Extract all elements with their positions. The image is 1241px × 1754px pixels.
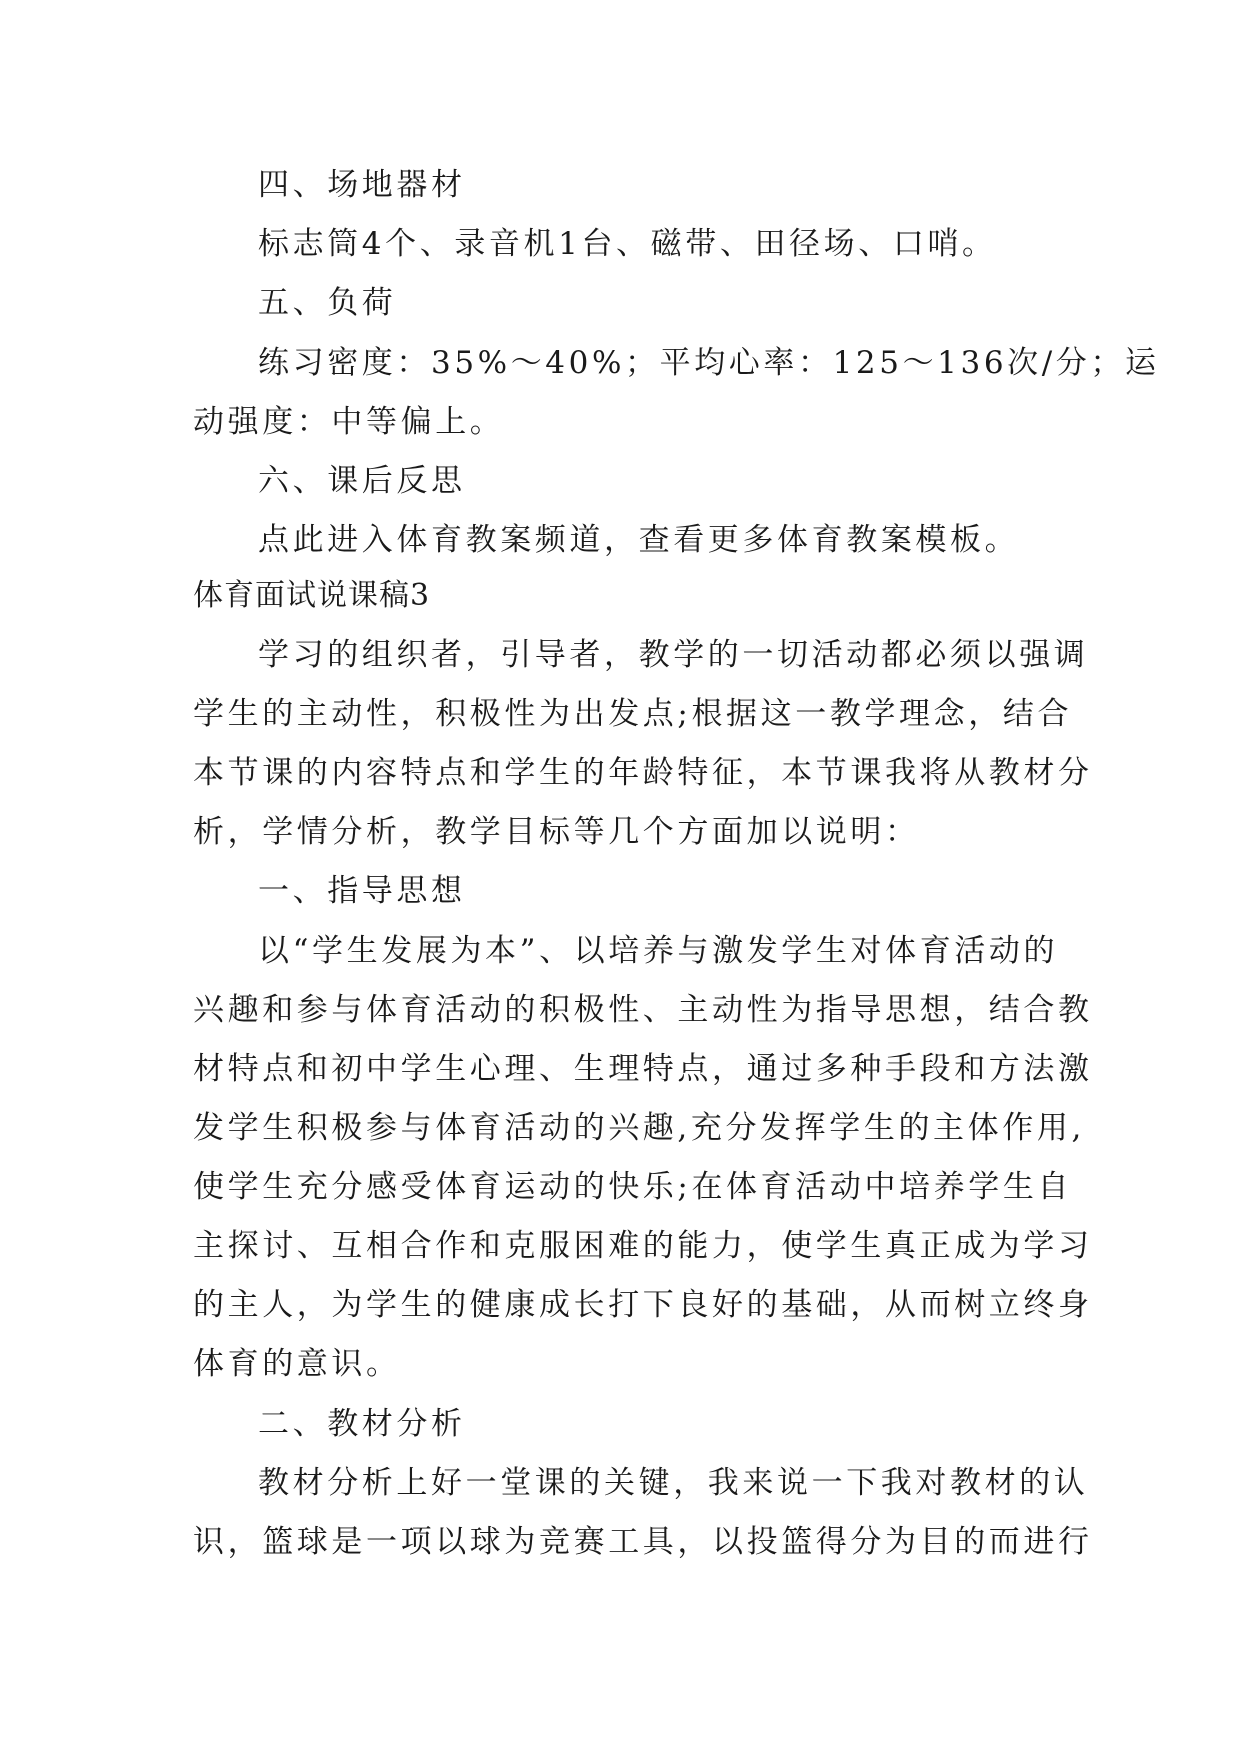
paragraph-line: 兴趣和参与体育活动的积极性、主动性为指导思想，结合教 [193,992,1093,1028]
section-heading-load: 五、负荷 [258,285,397,321]
paragraph-line: 练习密度：35%～40%；平均心率：125～136次/分；运 [258,345,1160,381]
paragraph-line: 识，篮球是一项以球为竞赛工具，以投篮得分为目的而进行 [193,1524,1093,1560]
paragraph-line: 本节课的内容特点和学生的年龄特征，本节课我将从教材分 [193,755,1093,791]
paragraph-line: 教材分析上好一堂课的关键，我来说一下我对教材的认 [258,1465,1089,1501]
paragraph-line: 以“学生发展为本”、以培养与激发学生对体育活动的 [258,933,1059,969]
section-heading-reflection: 六、课后反思 [258,463,466,499]
paragraph-line: 的主人，为学生的健康成长打下良好的基础，从而树立终身 [193,1287,1093,1323]
section-heading-guiding-idea: 一、指导思想 [258,873,466,909]
paragraph-line: 学生的主动性，积极性为出发点;根据这一教学理念，结合 [193,696,1073,732]
paragraph-line: 使学生充分感受体育运动的快乐;在体育活动中培养学生自 [193,1169,1073,1205]
paragraph-line: 动强度：中等偏上。 [193,404,505,440]
paragraph-line: 主探讨、互相合作和克服困难的能力，使学生真正成为学习 [193,1228,1093,1264]
paragraph-line: 材特点和初中学生心理、生理特点，通过多种手段和方法激 [193,1051,1093,1087]
document-title: 体育面试说课稿3 [193,578,431,613]
paragraph-line: 析，学情分析，教学目标等几个方面加以说明： [193,814,920,850]
section-heading-venue-equipment: 四、场地器材 [258,167,466,203]
paragraph-line: 体育的意识。 [193,1346,401,1382]
section-heading-material-analysis: 二、教材分析 [258,1406,466,1442]
paragraph-line: 点此进入体育教案频道，查看更多体育教案模板。 [258,522,1020,558]
paragraph-line: 发学生积极参与体育活动的兴趣,充分发挥学生的主体作用, [193,1110,1085,1146]
paragraph-line: 标志筒4个、录音机1台、磁带、田径场、口哨。 [258,226,997,262]
paragraph-line: 学习的组织者，引导者，教学的一切活动都必须以强调 [258,637,1089,673]
